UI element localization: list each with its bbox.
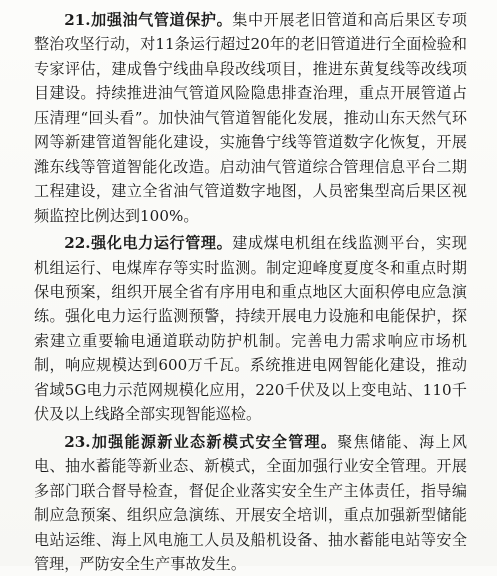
section-22-heading: 22.强化电力运行管理。 [64,234,233,253]
section-23-body: 聚焦储能、海上风电、抽水蓄能等新业态、新模式，全面加强行业安全管理。开展多部门联合督导检查，督促企业落实安全生产主体责任，指导编制应急预案、组织应急演练、开展安全培训，重点加强新型储能电站运维、海上风电施工人员及船机设备、抽水蓄能电站等安全管理，严防安全生产事故发生。 [34,432,467,573]
section-21-body: 集中开展老旧管道和高后果区专项整治攻坚行动，对11条运行超过20年的老旧管道进行全面检验和专家评估，建成鲁宁线曲阜段改线项目，推进东黄复线等改线项目建设。持续推进油气管道风险隐患排查治理，重点开展管道占压清理“回头看”。加快油气管道智能化发展，推动山东天然气环网等新建管道智能化建设，实施鲁宁线等管道数字化恢复，开展潍东线等管道智能化改造。启动油气管道综合管理信息平台二期工程建设，建立全省油气管道数字地图，人员密集型高后果区视频监控比例达到100%。 [34,11,467,225]
section-21-heading: 21.加强油气管道保护。 [64,11,233,29]
section-22 [34,231,467,427]
section-22-body: 建成煤电机组在线监测平台，实现机组运行、电煤库存等实时监测。制定迎峰度夏度冬和重点时期保电预案，组织开展全省有序用电和重点地区大面积停电应急演练。强化电力运行监测预警，持续开展电力设施和电能保护，探索建立重要输电通道联动防护机制。完善电力需求响应市场机制，响应规模达到600万千瓦。系统推进电网智能化建设，推动省域5G电力示范网规模化应用，220千伏及以上变电站、110千伏及以上线路全部实现智能巡检。 [34,234,467,424]
section-21 [34,8,467,228]
section-23 [34,430,467,576]
section-23-heading: 23.加强能源新业态新模式安全管理。 [64,432,338,451]
